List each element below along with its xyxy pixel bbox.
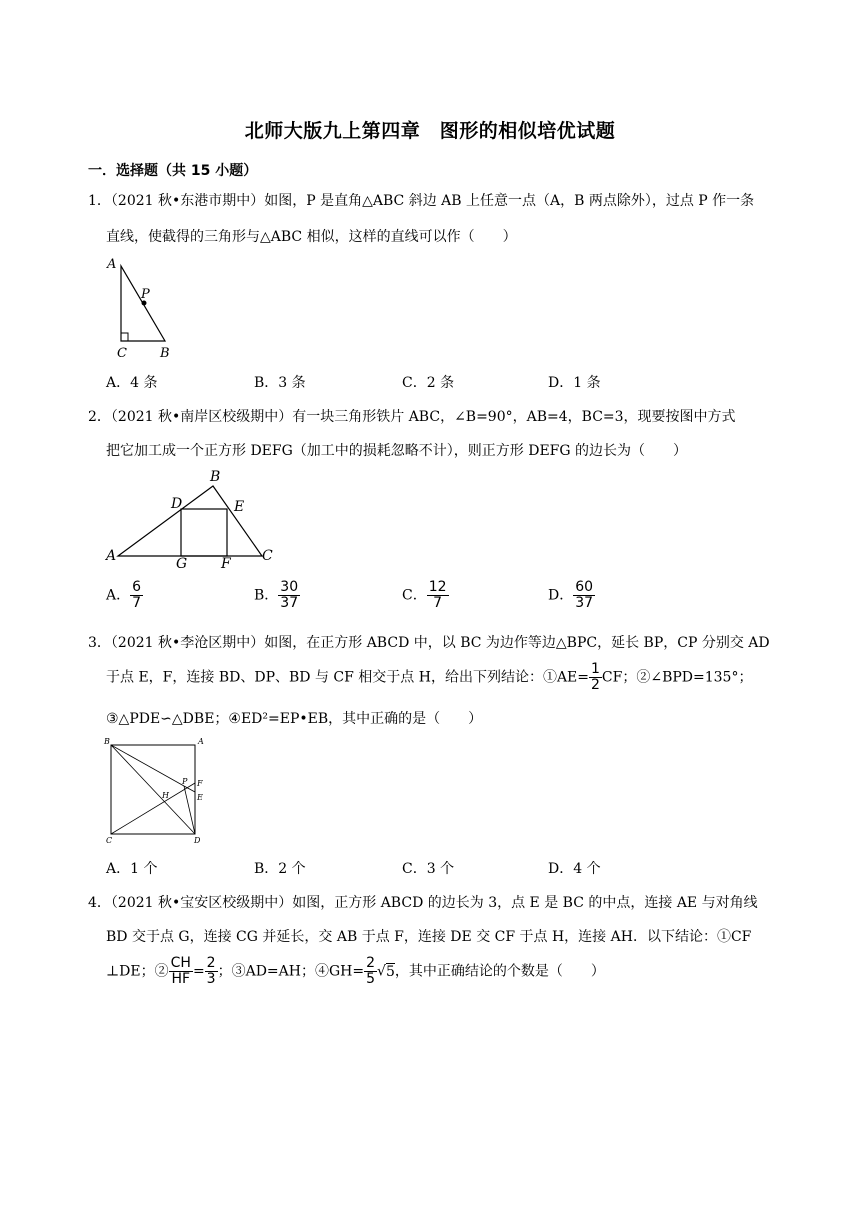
q3-option-b: B．2 个 xyxy=(254,861,306,877)
q3-label-p: P xyxy=(182,777,188,786)
q4-line3: ⊥DE；② $\frac{CH}{HF}$ = $\frac{2}{3}$ ；③AD=AH；④GH= $\frac{2}{5}$ √5，其中正确结论的个数是（ ） xyxy=(106,955,605,987)
q4-line2: BD 交于点 G，连接 CG 并延长，交 AB 于点 F，连接 DE 交 CF 于点 H，连接 AH．以下结论：①CF xyxy=(106,929,752,945)
q2-option-b: B． $\frac{30}{37}$ xyxy=(254,579,299,611)
q1-label-b: B xyxy=(160,346,170,361)
section-heading: 一．选择题（共 15 小题） xyxy=(88,163,258,179)
q3-label-c: C xyxy=(106,836,113,845)
q3-label-b: B xyxy=(104,737,110,746)
q2-triangle-figure xyxy=(100,468,285,572)
q2-label-a: A xyxy=(106,548,117,564)
q2-label-d: D xyxy=(171,496,183,512)
q2-label-g: G xyxy=(176,556,188,572)
page-title: 北师大版九上第四章 图形的相似培优试题 xyxy=(244,120,616,142)
q1-line2: 直线，使截得的三角形与△ABC 相似，这样的直线可以作（ ） xyxy=(106,229,517,245)
q1-option-a: A．4 条 xyxy=(106,375,158,391)
q3-square-figure xyxy=(102,736,212,848)
q2-label-c: C xyxy=(262,548,273,564)
q3-label-h: H xyxy=(162,791,169,800)
q1-option-c: C．2 条 xyxy=(402,375,455,391)
q1-line1: 1．（2021 秋•东港市期中）如图，P 是直角△ABC 斜边 AB 上任意一点（A，B 两点除外），过点 P 作一条 xyxy=(88,193,755,209)
q2-option-d: D． $\frac{60}{37}$ xyxy=(548,579,594,611)
q3-label-a: A xyxy=(198,737,204,746)
q3-option-c: C．3 个 xyxy=(402,861,455,877)
q1-label-a: A xyxy=(107,257,117,272)
q4-line1: 4．（2021 秋•宝安区校级期中）如图，正方形 ABCD 的边长为 3，点 E 是 BC 的中点，连接 AE 与对角线 xyxy=(88,895,758,911)
q2-line2: 把它加工成一个正方形 DEFG（加工中的损耗忽略不计），则正方形 DEFG 的边长为（ ） xyxy=(106,443,688,459)
q1-label-p: P xyxy=(141,287,150,302)
q2-label-e: E xyxy=(234,499,245,515)
q2-option-a: A． $\frac{6}{7}$ xyxy=(106,579,142,611)
q3-line2: 于点 E，F，连接 BD、DP、BD 与 CF 相交于点 H，给出下列结论：①AE= $\frac{1}{2}$ CF；②∠BPD=135°； xyxy=(106,661,753,693)
sqrt-sign: √ xyxy=(377,963,386,980)
q2-option-c: C． $\frac{12}{7}$ xyxy=(402,579,447,611)
q1-option-b: B．3 条 xyxy=(254,375,306,391)
q3-option-d: D．4 个 xyxy=(548,861,601,877)
q2-label-f: F xyxy=(221,556,231,572)
q2-line1: 2．（2021 秋•南岸区校级期中）有一块三角形铁片 ABC，∠B=90°，AB=4，BC=3，现要按图中方式 xyxy=(88,409,736,425)
q1-triangle-figure xyxy=(100,254,190,364)
q3-label-e: E xyxy=(197,793,203,802)
q1-option-d: D．1 条 xyxy=(548,375,601,391)
q3-line3: ③△PDE∽△DBE；④ED²=EP•EB，其中正确的是（ ） xyxy=(106,711,483,727)
q3-label-d: D xyxy=(194,836,201,845)
q3-label-f: F xyxy=(197,779,203,788)
q3-line1: 3．（2021 秋•李沧区期中）如图，在正方形 ABCD 中，以 BC 为边作等边△BPC，延长 BP，CP 分别交 AD xyxy=(88,635,770,651)
q2-label-b: B xyxy=(210,469,221,485)
q3-option-a: A．1 个 xyxy=(106,861,158,877)
q1-label-c: C xyxy=(117,346,127,361)
